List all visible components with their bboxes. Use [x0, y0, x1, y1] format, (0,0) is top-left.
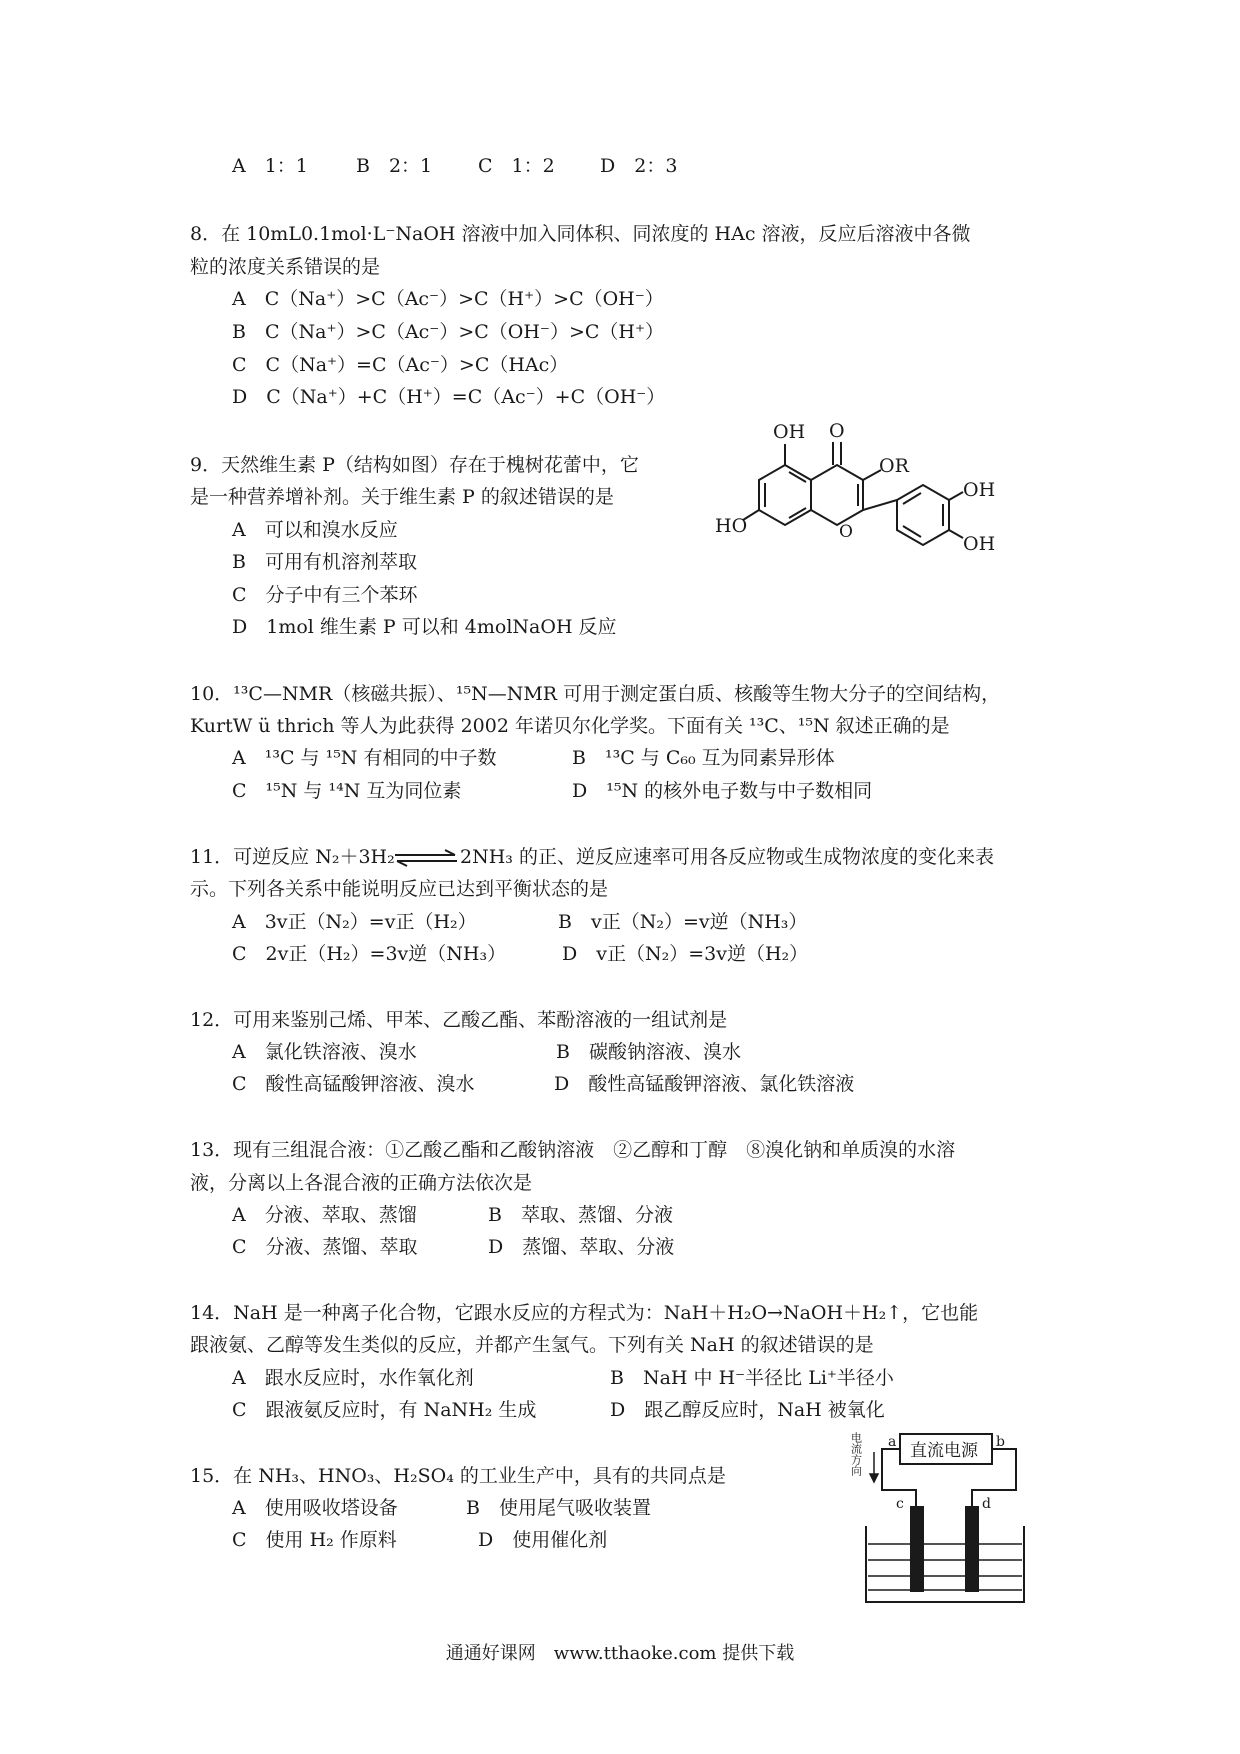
- o-top-label: O: [829, 420, 845, 442]
- q8-option-a: A C（Na⁺）>C（Ac⁻）>C（H⁺）>C（OH⁻）: [232, 288, 664, 310]
- q8-option-c: C C（Na⁺）=C（Ac⁻）>C（HAc）: [232, 354, 569, 376]
- q11-option-b: B v正（N₂）=v逆（NH₃）: [558, 911, 808, 933]
- q7-option-c: C 1：2: [478, 155, 555, 177]
- terminal-b-label: b: [996, 1434, 1005, 1450]
- q9-stem-line2: 是一种营养增补剂。关于维生素 P 的叙述错误的是: [190, 486, 614, 508]
- q14-option-c: C 跟液氨反应时，有 NaNH₂ 生成: [232, 1399, 537, 1421]
- q10-option-a: A ¹³C 与 ¹⁵N 有相同的中子数: [232, 747, 497, 769]
- q11-stem-line2: 示。下列各关系中能说明反应已达到平衡状态的是: [190, 878, 609, 900]
- reversible-arrow-icon: [393, 848, 459, 868]
- q14-stem-line1: 14．NaH 是一种离子化合物，它跟水反应的方程式为：NaH＋H₂O→NaOH＋H₂↑，它也能: [190, 1302, 979, 1324]
- q13-option-c: C 分液、蒸馏、萃取: [232, 1236, 418, 1258]
- q11-option-d: D v正（N₂）=3v逆（H₂）: [562, 943, 809, 965]
- q8-option-d: D C（Na⁺）+C（H⁺）=C（Ac⁻）+C（OH⁻）: [232, 386, 666, 408]
- q15-stem: 15．在 NH₃、HNO₃、H₂SO₄ 的工业生产中，具有的共同点是: [190, 1465, 726, 1487]
- q8-stem-line2: 粒的浓度关系错误的是: [190, 256, 381, 278]
- page-footer: 通通好课网 www.tthaoke.com 提供下载: [445, 1643, 795, 1664]
- vitamin-p-structure-diagram: [705, 420, 1025, 580]
- q15-option-a: A 使用吸收塔设备: [232, 1497, 398, 1519]
- q13-option-a: A 分液、萃取、蒸馏: [232, 1204, 417, 1226]
- q14-option-a: A 跟水反应时，水作氧化剂: [232, 1367, 474, 1389]
- q15-option-b: B 使用尾气吸收装置: [466, 1497, 651, 1519]
- q14-option-b: B NaH 中 H⁻半径比 Li⁺半径小: [610, 1367, 894, 1389]
- q12-stem: 12．可用来鉴别己烯、甲苯、乙酸乙酯、苯酚溶液的一组试剂是: [190, 1009, 728, 1031]
- q14-option-d: D 跟乙醇反应时，NaH 被氧化: [610, 1399, 885, 1421]
- q13-option-b: B 萃取、蒸馏、分液: [488, 1204, 673, 1226]
- q7-option-a: A 1：1: [232, 155, 308, 177]
- q8-stem-line1: 8．在 10mL0.1mol·L⁻NaOH 溶液中加入同体积、同浓度的 HAc 溶液，反应后溶液中各微: [190, 223, 971, 245]
- electrode-c-label: c: [896, 1496, 904, 1512]
- q10-option-b: B ¹³C 与 C₆₀ 互为同素异形体: [572, 747, 835, 769]
- q12-option-c: C 酸性高锰酸钾溶液、溴水: [232, 1073, 475, 1095]
- q11-option-a: A 3v正（N₂）=v正（H₂）: [232, 911, 477, 933]
- q11-stem-line1b: 2NH₃ 的正、逆反应速率可用各反应物或生成物浓度的变化来表: [460, 846, 994, 868]
- q9-option-a: A 可以和溴水反应: [232, 519, 398, 541]
- electrolysis-cell-diagram: [849, 1428, 1032, 1608]
- q10-option-d: D ¹⁵N 的核外电子数与中子数相同: [572, 780, 873, 802]
- oh-right-2-label: OH: [963, 533, 996, 555]
- q12-option-d: D 酸性高锰酸钾溶液、氯化铁溶液: [554, 1073, 855, 1095]
- oh-top-label: OH: [773, 421, 806, 443]
- q12-option-a: A 氯化铁溶液、溴水: [232, 1041, 417, 1063]
- q13-stem-line2: 液，分离以上各混合液的正确方法依次是: [190, 1172, 533, 1194]
- q8-option-b: B C（Na⁺）>C（Ac⁻）>C（OH⁻）>C（H⁺）: [232, 321, 665, 343]
- q9-option-b: B 可用有机溶剂萃取: [232, 551, 417, 573]
- q13-stem-line1: 13．现有三组混合液：①乙酸乙酯和乙酸钠溶液 ②乙醇和丁醇 ⑧溴化钠和单质溴的水溶: [190, 1139, 956, 1161]
- q12-option-b: B 碳酸钠溶液、溴水: [556, 1041, 741, 1063]
- q9-option-d: D 1mol 维生素 P 可以和 4molNaOH 反应: [232, 616, 617, 638]
- svg-text:O: O: [839, 522, 853, 542]
- q10-stem-line1: 10．¹³C—NMR（核磁共振）、¹⁵N—NMR 可用于测定蛋白质、核酸等生物大分子的空间结构，: [190, 683, 1001, 705]
- q7-option-d: D 2：3: [600, 155, 678, 177]
- q10-option-c: C ¹⁵N 与 ¹⁴N 互为同位素: [232, 780, 462, 802]
- terminal-a-label: a: [888, 1434, 897, 1450]
- q11-option-c: C 2v正（H₂）=3v逆（NH₃）: [232, 943, 507, 965]
- electrode-d-label: d: [982, 1496, 991, 1512]
- current-direction-label: 电流方向: [849, 1432, 863, 1476]
- q11-stem-line1a: 11．可逆反应 N₂＋3H₂: [190, 846, 395, 868]
- or-label: OR: [879, 455, 909, 477]
- q9-option-c: C 分子中有三个苯环: [232, 584, 418, 606]
- q9-stem-line1: 9．天然维生素 P（结构如图）存在于槐树花蕾中，它: [190, 454, 639, 476]
- power-source-label: 直流电源: [910, 1441, 978, 1461]
- q15-option-d: D 使用催化剂: [478, 1529, 608, 1551]
- q10-stem-line2: KurtW ü thrich 等人为此获得 2002 年诺贝尔化学奖。下面有关 ¹³C、¹⁵N 叙述正确的是: [190, 715, 950, 737]
- q7-option-b: B 2：1: [356, 155, 433, 177]
- ho-left-label: HO: [715, 515, 748, 537]
- q14-stem-line2: 跟液氨、乙醇等发生类似的反应，并都产生氢气。下列有关 NaH 的叙述错误的是: [190, 1334, 874, 1356]
- q13-option-d: D 蒸馏、萃取、分液: [488, 1236, 675, 1258]
- oh-right-1-label: OH: [963, 479, 996, 501]
- q15-option-c: C 使用 H₂ 作原料: [232, 1529, 397, 1551]
